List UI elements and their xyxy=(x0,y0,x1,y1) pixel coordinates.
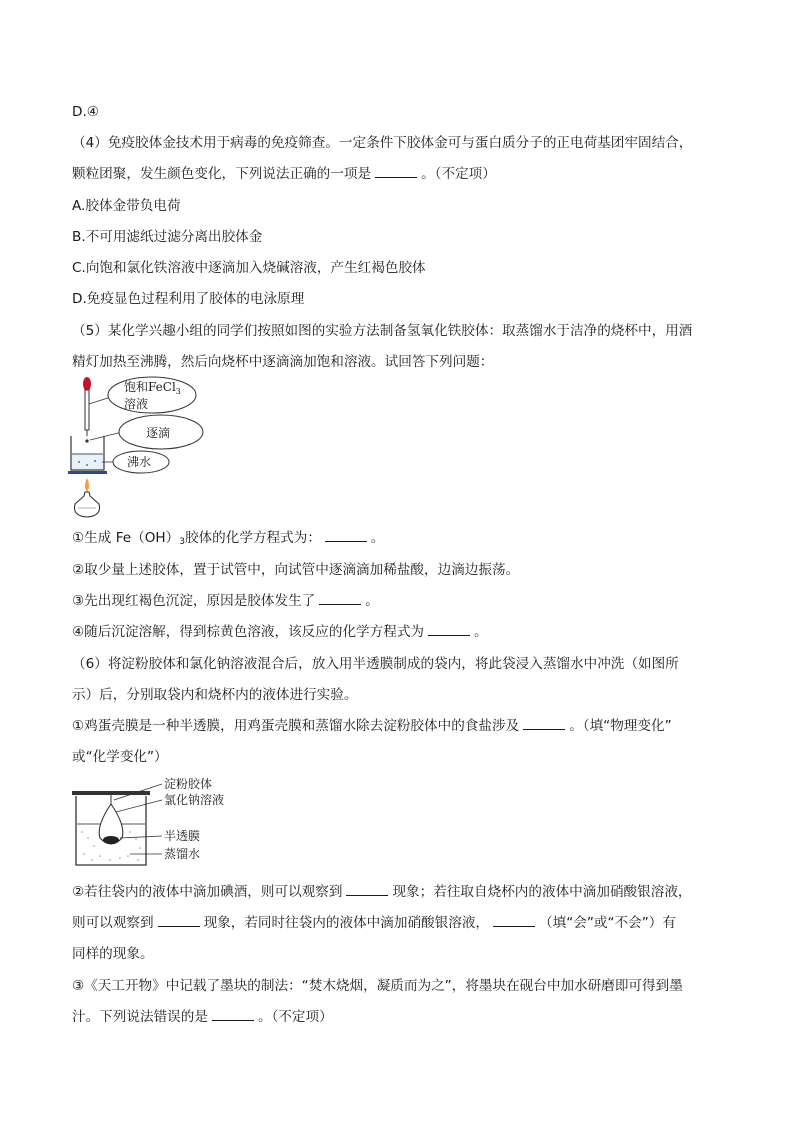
q4-option-a: A.胶体金带负电荷 xyxy=(72,198,181,214)
answer-blank[interactable] xyxy=(212,1008,254,1021)
figure-dialysis xyxy=(70,776,270,872)
alcohol-lamp xyxy=(75,492,100,517)
q4-option-b: B.不可用滤纸过滤分离出胶体金 xyxy=(72,229,263,245)
q6-part2 xyxy=(72,882,732,902)
q5-part3-text: ③先出现红褐色沉淀，原因是胶体发生了 xyxy=(72,593,316,609)
dropper-tube xyxy=(85,390,89,430)
q6-part2-text3: 则可以观察到 xyxy=(72,915,154,931)
q6-part3: ③《天工开物》中记载了墨块的制法：“焚木烧烟，凝质而为之”，将墨块在砚台中加水研磨即可得到墨 xyxy=(72,978,683,994)
answer-blank[interactable] xyxy=(375,165,417,178)
q5-part3 xyxy=(72,591,732,611)
q6-part2-text4: 现象，若同时往袋内的液体中滴加硝酸银溶液， xyxy=(203,915,490,931)
boiling-water xyxy=(72,454,103,469)
q5-part4-end: 。 xyxy=(474,624,488,640)
q6-part3-text: 汁。下列说法错误的是 xyxy=(72,1009,208,1025)
answer-blank[interactable] xyxy=(523,717,565,730)
q5-part1 xyxy=(72,528,732,552)
q5-part1-text: ①生成 Fe（OH） xyxy=(72,530,180,546)
starch-colloid xyxy=(103,836,119,844)
q5-part1-subscript: 3 xyxy=(179,537,185,547)
flame xyxy=(85,478,89,492)
question-5-line2: 精灯加热至沸腾，然后向烧杯中逐滴滴加饱和溶液。试回答下列问题： xyxy=(72,354,494,370)
question-5-line1: （5）某化学兴趣小组的同学们按照如图的实验方法制备氢氧化铁胶体：取蒸馏水于洁净的烧杯中，用酒 xyxy=(72,323,693,339)
q6-part1-text: ①鸡蛋壳膜是一种半透膜，用鸡蛋壳膜和蒸馏水除去淀粉胶体中的食盐涉及 xyxy=(72,718,520,734)
q5-part4 xyxy=(72,622,732,642)
q5-part1-end: 。 xyxy=(370,530,385,546)
label-nacl: 氯化钠溶液 xyxy=(164,793,225,807)
label-membrane: 半透膜 xyxy=(164,829,201,843)
q6-part1-cont: 或“化学变化”） xyxy=(72,749,168,765)
drop xyxy=(85,439,88,442)
q4-option-c: C.向饱和氯化铁溶液中逐滴加入烧碱溶液，产生红褐色胶体 xyxy=(72,260,426,276)
q6-part3-end: 。（不定项） xyxy=(257,1009,333,1025)
question-6-line1: （6）将淀粉胶体和氯化钠溶液混合后，放入用半透膜制成的袋内，将此袋浸入蒸馏水中冲洗（如图所 xyxy=(72,656,679,672)
label-reagent: 饱和FeCl$_3$ xyxy=(124,380,181,396)
question-4-line2 xyxy=(72,164,732,184)
wire-gauze xyxy=(68,471,107,474)
dropper-bulb xyxy=(83,377,91,391)
q4-option-d: D.免疫显色过程利用了胶体的电泳原理 xyxy=(72,291,305,307)
q5-part2: ②取少量上述胶体，置于试管中，向试管中逐滴滴加稀盐酸，边滴边振荡。 xyxy=(72,562,520,578)
answer-blank[interactable] xyxy=(346,883,388,896)
answer-blank[interactable] xyxy=(319,592,361,605)
label-dropwise: 逐滴 xyxy=(146,426,171,440)
q6-part1-end: 。（填“物理变化” xyxy=(569,718,672,734)
option-d-prev: D.④ xyxy=(72,104,99,120)
q6-part1 xyxy=(72,716,732,736)
question-4-line1: （4）免疫胶体金技术用于病毒的免疫筛查。一定条件下胶体金可与蛋白质分子的正电荷基团牢固结合， xyxy=(72,135,693,151)
q6-part2-text5: （填“会”或“不会”）有 xyxy=(539,915,676,931)
q6-part2-line2 xyxy=(72,913,732,933)
label-reagent-solution: 溶液 xyxy=(124,397,149,411)
q5-part1-text2: 胶体的化学方程式为： xyxy=(184,530,321,546)
answer-blank[interactable] xyxy=(325,529,367,542)
label-water: 蒸馏水 xyxy=(164,847,201,861)
label-boiling: 沸水 xyxy=(127,455,152,469)
figure-colloid-preparation xyxy=(64,374,224,522)
answer-blank[interactable] xyxy=(428,623,470,636)
q5-part3-end: 。 xyxy=(365,593,379,609)
question-4-suffix: 。（不定项） xyxy=(421,166,496,182)
label-starch: 淀粉胶体 xyxy=(164,777,213,791)
q6-part2-text: ②若往袋内的液体中滴加碘酒，则可以观察到 xyxy=(72,884,343,900)
answer-blank[interactable] xyxy=(158,914,200,927)
q6-part2-text2: 现象；若往取自烧杯内的液体中滴加硝酸银溶液， xyxy=(392,884,692,900)
q5-part4-text: ④随后沉淀溶解，得到棕黄色溶液，该反应的化学方程式为 xyxy=(72,624,425,640)
question-4-text: 颗粒团聚，发生颜色变化，下列说法正确的一项是 xyxy=(72,166,372,182)
question-6-line2: 示）后，分别取袋内和烧杯内的液体进行实验。 xyxy=(72,687,358,703)
q6-part2-line3: 同样的现象。 xyxy=(72,946,154,962)
q6-part3-line2 xyxy=(72,1007,732,1027)
answer-blank[interactable] xyxy=(493,914,535,927)
